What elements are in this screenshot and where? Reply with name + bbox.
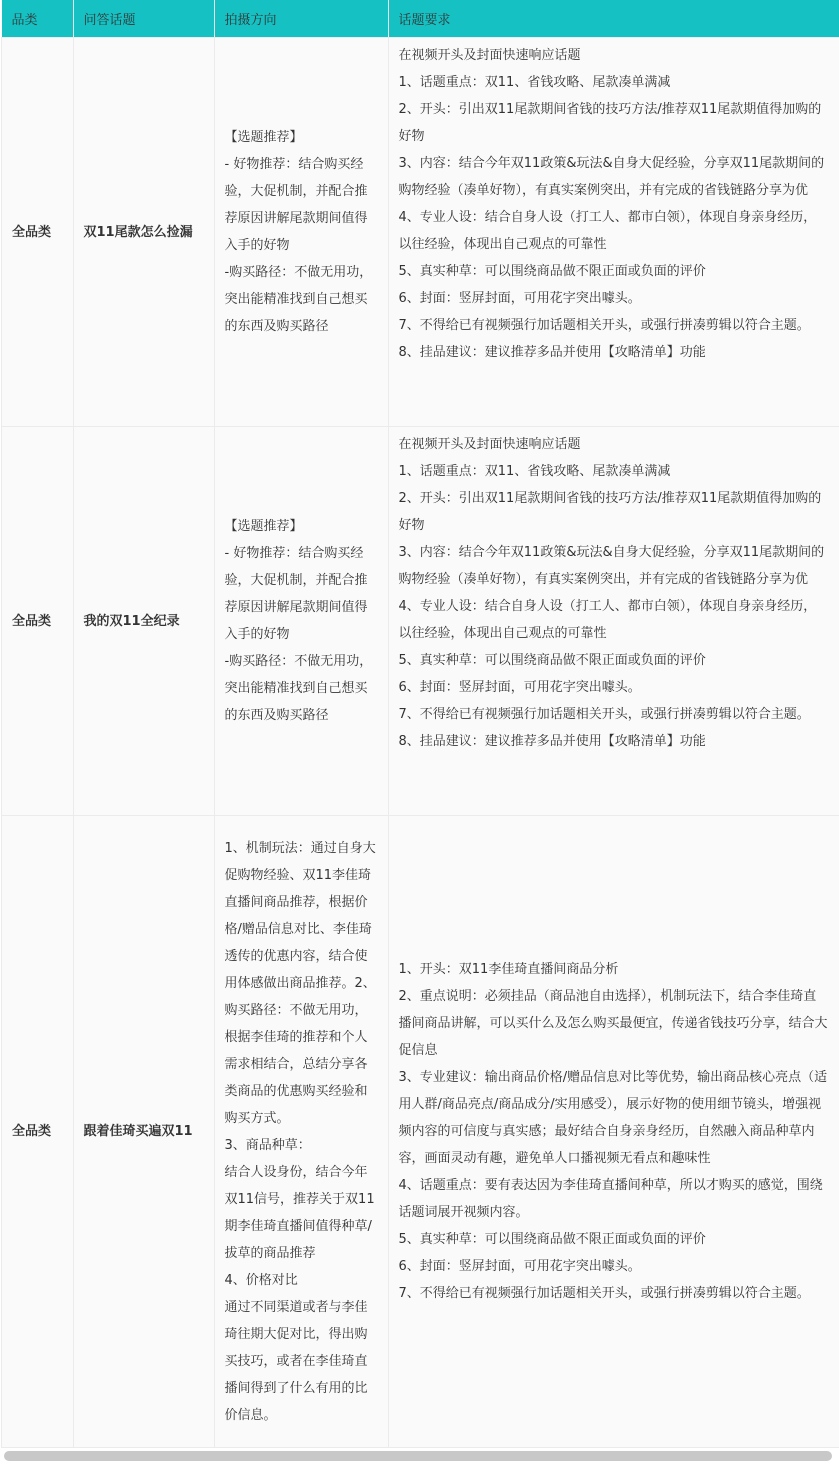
direction-line: 通过不同渠道或者与李佳琦往期大促对比，得出购买技巧，或者在李佳琦直播间得到了什么有用的比价信息。 (224, 1299, 368, 1423)
direction-line: 4、价格对比 (224, 1272, 298, 1288)
requirement-line: 5、真实种草：可以围绕商品做不限正面或负面的评价 (398, 264, 706, 279)
direction-line: 1、机制玩法：通过自身大促购物经验、双11李佳琦直播间商品推荐，根据价格/赠品信息对比、李佳琦透传的优惠内容，结合使用体感做出商品推荐。2、购买路径：不做无用功，根据李佳琦的推荐和个人需求相结合，总结分享各类商品的优惠购买经验和购买方式。 (224, 840, 376, 1126)
header-topic[interactable]: 问答话题 (73, 0, 214, 38)
category-cell: 全品类 (2, 816, 74, 1448)
direction-cell (214, 816, 388, 1448)
direction-line: 【选题推荐】 (224, 519, 303, 534)
requirement-line: 5、真实种草：可以围绕商品做不限正面或负面的评价 (398, 1232, 706, 1247)
header-category[interactable]: 品类 (2, 0, 74, 38)
topic-cell: 跟着佳琦买遍双11 (73, 816, 214, 1448)
requirement-line: 4、专业人设：结合自身人设（打工人、都市白领），体现自身亲身经历，以往经验，体现出自己观点的可靠性 (398, 210, 817, 252)
requirement-line: 8、挂品建议：建议推荐多品并使用【攻略清单】功能 (398, 734, 706, 749)
category-cell: 全品类 (2, 38, 74, 427)
category-cell: 全品类 (2, 427, 74, 816)
topic-cell: 我的双11全纪录 (73, 427, 214, 816)
requirement-line: 4、专业人设：结合自身人设（打工人、都市白领），体现自身亲身经历，以往经验，体现出自己观点的可靠性 (398, 599, 817, 641)
direction-line: -购买路径：不做无用功，突出能精准找到自己想买的东西及购买路径 (224, 654, 373, 723)
requirement-line: 3、内容：结合今年双11政策&玩法&自身大促经验，分享双11尾款期间的购物经验（凑单好物），有真实案例突出，并有完成的省钱链路分享为优 (398, 156, 825, 198)
requirements-cell (388, 38, 839, 427)
direction-line: -购买路径：不做无用功，突出能精准找到自己想买的东西及购买路径 (224, 265, 373, 334)
table-row (2, 427, 839, 816)
requirement-line: 2、重点说明：必须挂品（商品池自由选择），机制玩法下，结合李佳琦直播间商品讲解，可以买什么及怎么购买最便宜，传递省钱技巧分享，结合大促信息 (398, 989, 828, 1058)
requirement-line: 2、开头：引出双11尾款期间省钱的技巧方法/推荐双11尾款期值得加购的好物 (398, 102, 822, 144)
requirement-line: 7、不得给已有视频强行加话题相关开头，或强行拼凑剪辑以符合主题。 (398, 707, 810, 722)
requirement-line: 3、专业建议：输出商品价格/赠品信息对比等优势，输出商品核心亮点（适用人群/商品亮点/商品成分/实用感受），展示好物的使用细节镜头，增强视频内容的可信度与真实感；最好结合自身亲身经历，自然融入商品种草内容，画面灵动有趣，避免单人口播视频无看点和趣味性 (398, 1070, 828, 1166)
direction-line: - 好物推荐：结合购买经验，大促机制，并配合推荐原因讲解尾款期间值得入手的好物 (224, 546, 368, 642)
requirement-line: 5、真实种草：可以围绕商品做不限正面或负面的评价 (398, 653, 706, 668)
direction-line: 结合人设身份，结合今年双11信号，推荐关于双11期李佳琦直播间值得种草/拔草的商品推荐 (224, 1164, 375, 1261)
horizontal-scrollbar[interactable] (4, 1451, 832, 1461)
requirement-line: 1、话题重点：双11、省钱攻略、尾款凑单满减 (398, 464, 671, 479)
requirement-line: 1、开头：双11李佳琦直播间商品分析 (398, 962, 619, 977)
direction-line: 【选题推荐】 (224, 130, 303, 145)
requirement-line: 6、封面：竖屏封面，可用花字突出噱头。 (398, 1259, 641, 1274)
topic-cell: 双11尾款怎么捡漏 (73, 38, 214, 427)
requirement-line: 2、开头：引出双11尾款期间省钱的技巧方法/推荐双11尾款期值得加购的好物 (398, 491, 822, 533)
requirement-line: 6、封面：竖屏封面，可用花字突出噱头。 (398, 291, 641, 306)
requirements-cell (388, 816, 839, 1448)
header-direction[interactable]: 拍摄方向 (214, 0, 388, 38)
direction-line: - 好物推荐：结合购买经验，大促机制，并配合推荐原因讲解尾款期间值得入手的好物 (224, 157, 368, 253)
direction-cell (214, 427, 388, 816)
direction-line: 3、商品种草： (224, 1137, 311, 1153)
table-header-row (2, 0, 839, 38)
requirement-line: 6、封面：竖屏封面，可用花字突出噱头。 (398, 680, 641, 695)
direction-cell (214, 38, 388, 427)
topic-table (1, 0, 839, 1448)
requirement-line: 在视频开头及封面快速响应话题 (398, 48, 581, 63)
header-requirements[interactable]: 话题要求 (388, 0, 839, 38)
table-row (2, 816, 839, 1448)
requirement-line: 7、不得给已有视频强行加话题相关开头，或强行拼凑剪辑以符合主题。 (398, 1286, 810, 1301)
requirements-cell (388, 427, 839, 816)
requirement-line: 8、挂品建议：建议推荐多品并使用【攻略清单】功能 (398, 345, 706, 360)
requirement-line: 1、话题重点：双11、省钱攻略、尾款凑单满减 (398, 75, 671, 90)
table-row (2, 38, 839, 427)
requirement-line: 7、不得给已有视频强行加话题相关开头，或强行拼凑剪辑以符合主题。 (398, 318, 810, 333)
requirement-line: 3、内容：结合今年双11政策&玩法&自身大促经验，分享双11尾款期间的购物经验（凑单好物），有真实案例突出，并有完成的省钱链路分享为优 (398, 545, 825, 587)
requirement-line: 在视频开头及封面快速响应话题 (398, 437, 581, 452)
requirement-line: 4、话题重点：要有表达因为李佳琦直播间种草，所以才购买的感觉，围绕话题词展开视频内容。 (398, 1178, 823, 1220)
